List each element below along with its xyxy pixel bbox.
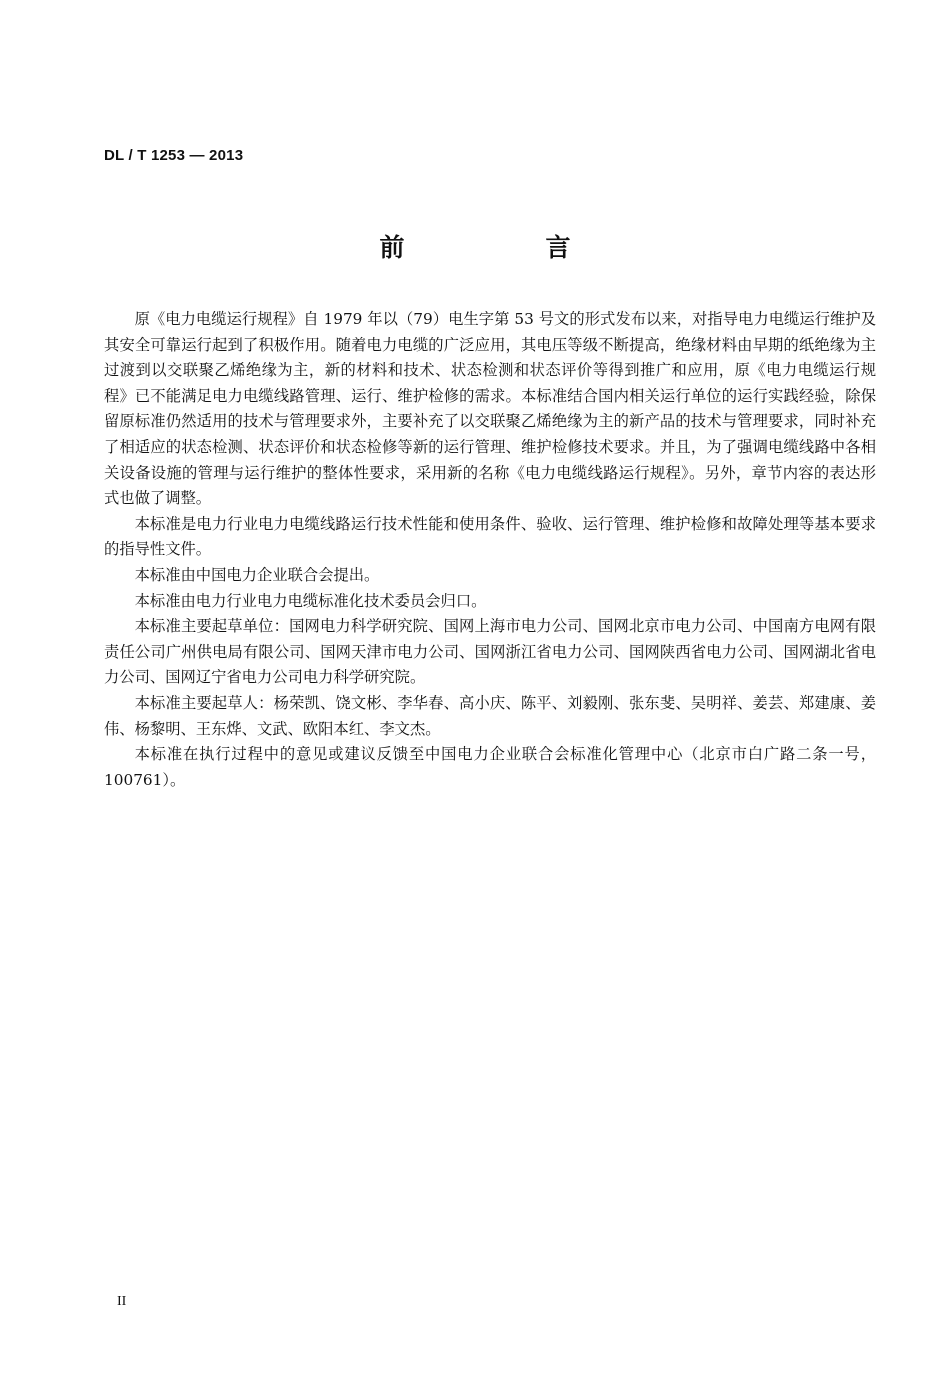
paragraph-scope: 本标准是电力行业电力电缆线路运行技术性能和使用条件、验收、运行管理、维护检修和故障处理等基本要求的指导性文件。 — [104, 514, 876, 559]
page-number: II — [117, 1294, 127, 1309]
paragraph-proposer: 本标准由中国电力企业联合会提出。 — [134, 565, 380, 584]
page-title: 前 言 — [379, 233, 629, 262]
paragraph-drafters: 本标准主要起草人：杨荣凯、饶文彬、李华春、高小庆、陈平、刘毅刚、张东斐、吴明祥、姜芸、郑建康、姜伟、杨黎明、王东烨、文武、欧阳本红、李文杰。 — [104, 693, 876, 738]
standard-code: DL / T 1253 — 2013 — [104, 147, 244, 164]
paragraph-drafting-units: 本标准主要起草单位：国网电力科学研究院、国网上海市电力公司、国网北京市电力公司、中国南方电网有限责任公司广州供电局有限公司、国网天津市电力公司、国网浙江省电力公司、国网陕西省电力公司、国网湖北省电力公司、国网辽宁省电力公司电力科学研究院。 — [104, 617, 876, 687]
paragraph-history: 原《电力电缆运行规程》自 1979 年以（79）电生字第 53 号文的形式发布以来，对指导电力电缆运行维护及其安全可靠运行起到了积极作用。随着电力电缆的广泛应用，其电压等级不断提高，绝缘材料由早期的纸绝缘为主过渡到以交联聚乙烯绝缘为主，新的材料和技术、状态检测和状态评价等得到推广和应用，原《电力电缆运行规程》已不能满足电力电缆线路管理、运行、维护检修的需求。本标准结合国内相关运行单位的运行实践经验，除保留原标准仍然适用的技术与管理要求外，主要补充了以交联聚乙烯绝缘为主的新产品的技术与管理要求，同时补充了相适应的状态检测、状态评价和状态检修等新的运行管理、维护检修技术要求。并且，为了强调电缆线路中各相关设备设施的管理与运行维护的整体性要求，采用新的名称《电力电缆线路运行规程》。另外，章节内容的表达形式也做了调整。 — [104, 310, 876, 508]
foreword-body — [104, 307, 876, 793]
paragraph-committee: 本标准由电力行业电力电缆标准化技术委员会归口。 — [134, 591, 487, 610]
paragraph-feedback: 本标准在执行过程中的意见或建议反馈至中国电力企业联合会标准化管理中心（北京市白广路二条一号，100761）。 — [104, 745, 876, 789]
